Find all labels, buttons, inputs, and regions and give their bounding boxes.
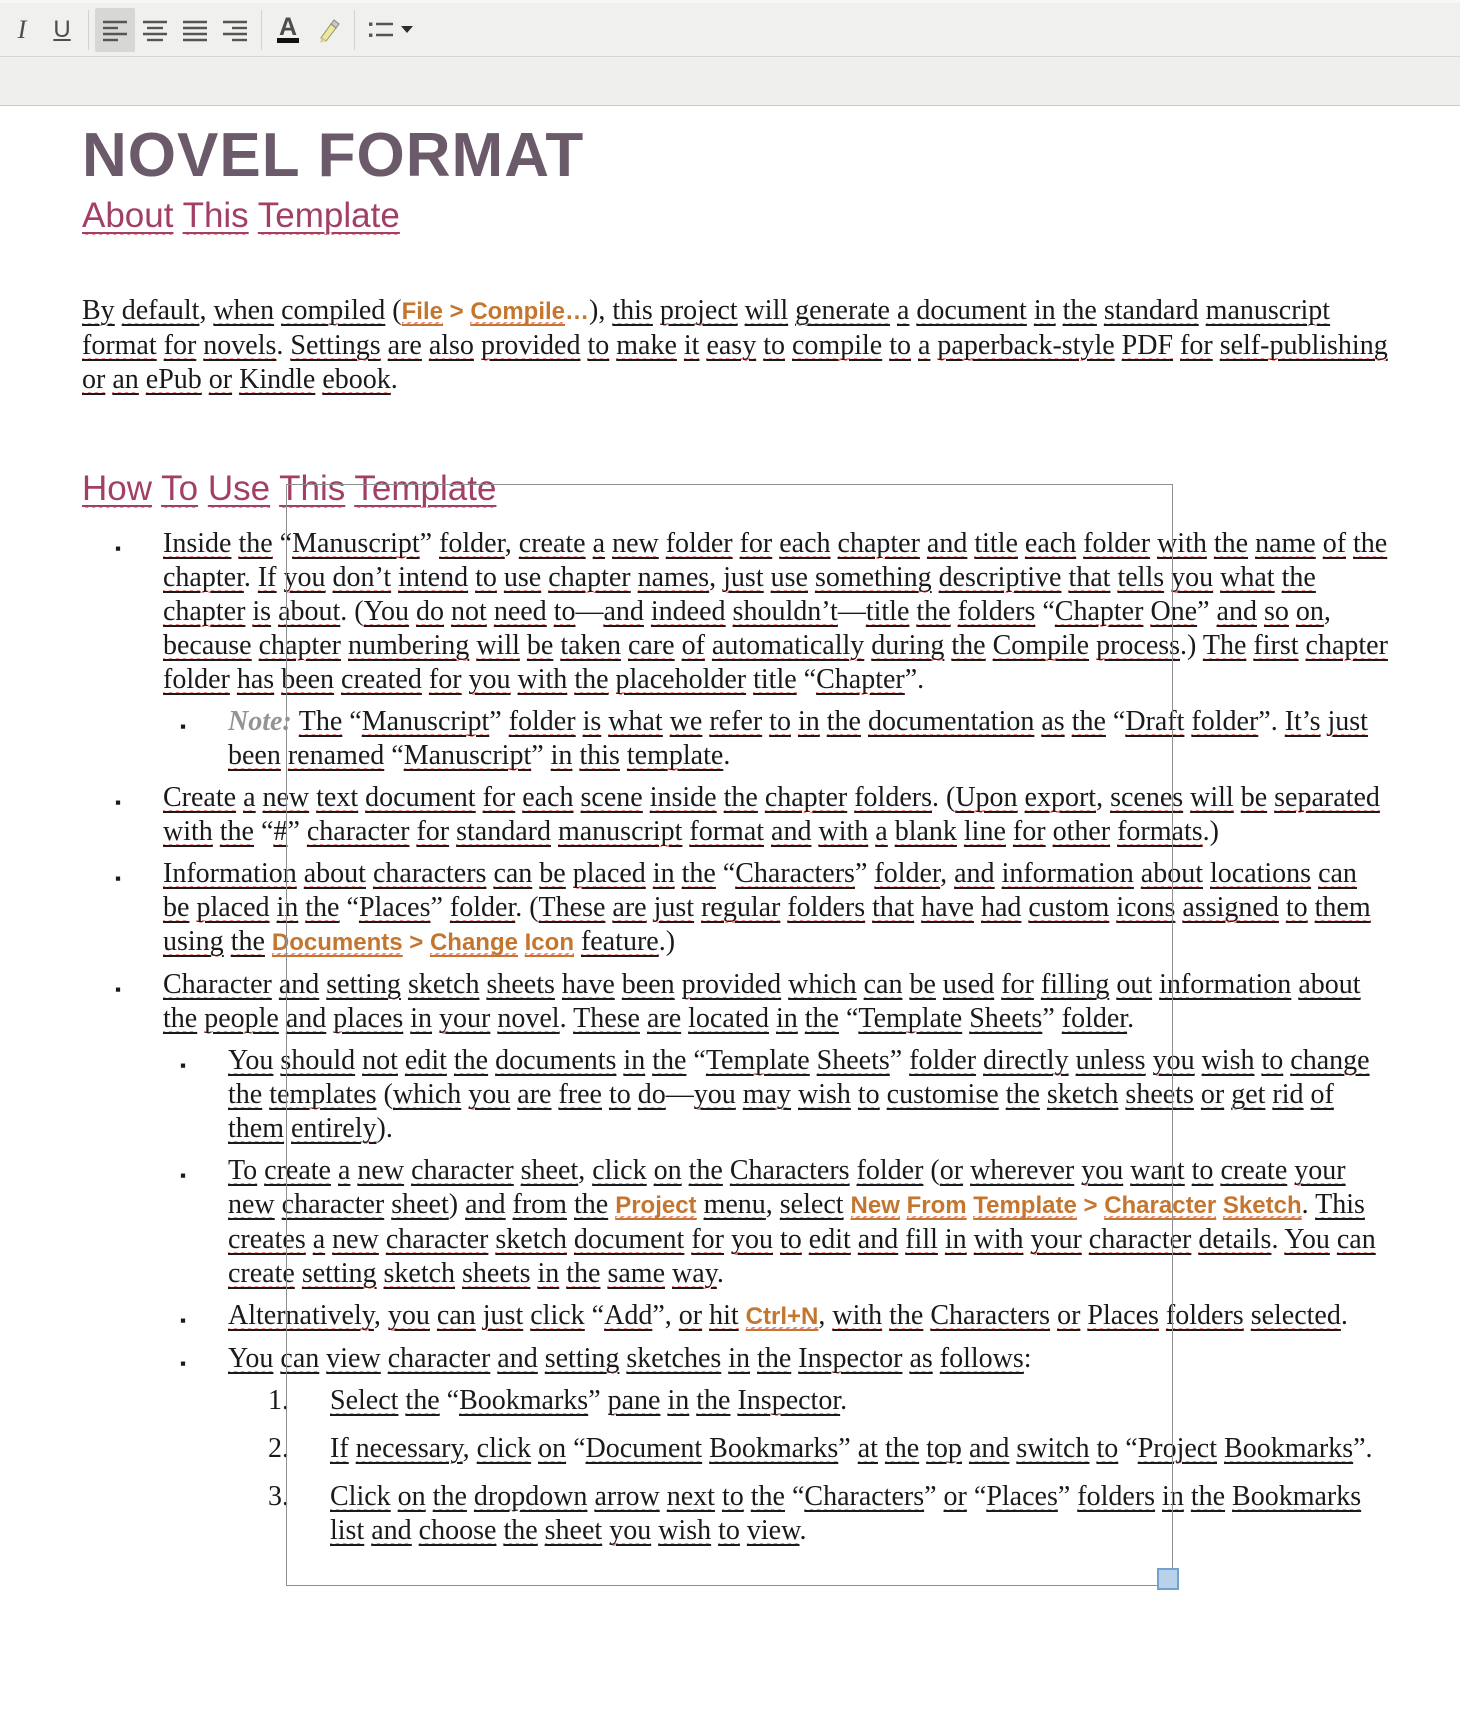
body-text: You can view character and setting sketches in the Inspector as follows: <box>228 1343 1032 1374</box>
body-text: Select the “Bookmarks” pane in the Inspector. <box>330 1385 848 1416</box>
align-right-button[interactable] <box>215 8 255 52</box>
toolbar-separator <box>261 10 262 50</box>
font-color-button[interactable] <box>268 8 308 52</box>
italic-button[interactable] <box>2 8 42 52</box>
list-number: 2. <box>268 1433 289 1464</box>
document-content <box>0 106 1460 1548</box>
underline-button[interactable] <box>42 8 82 52</box>
align-right-icon <box>222 18 248 42</box>
bullet-marker: ▪ <box>180 717 187 736</box>
body-text: feature.) <box>580 926 676 957</box>
body-text: . This creates a new character sketch document for you to edit and fill in with your character details. You can create setting sketch sheets in the same way. <box>228 1189 1376 1289</box>
section-heading: How To Use This Template <box>82 469 497 508</box>
bullet-list-icon <box>368 19 394 41</box>
bullet-item <box>82 705 1390 773</box>
justify-button[interactable] <box>175 8 215 52</box>
bullet-item <box>82 968 1390 1036</box>
body-text: The “Manuscript” folder is what we refer to in the documentation as the “Draft folder”. It’s just been renamed “Manuscript” in this template. <box>228 706 1368 771</box>
bullet-item <box>82 1154 1390 1291</box>
body-text: You should not edit the documents in the “Template Sheets” folder directly unless you wish to change the templates (which you are free to do—you may wish to customise the sketch sheets or get rid of them entirely). <box>228 1045 1370 1144</box>
body-text: Alternatively, you can just click “Add”, or hit <box>228 1300 739 1331</box>
justify-icon <box>182 18 208 42</box>
bullet-marker: ▪ <box>180 1056 187 1075</box>
body-text: Character and setting sketch sheets have been provided which can be used for filling out information about the people and places in your novel. These are located in the “Template Sheets” folder. <box>163 969 1361 1034</box>
body-text: By default, when compiled ( <box>82 295 402 326</box>
body-text: To create a new character sheet, click on the Characters folder (or wherever you want to create your new character sheet) and from the <box>228 1155 1346 1220</box>
align-left-button[interactable] <box>95 8 135 52</box>
menu-path-text: Documents > Change Icon <box>271 929 574 956</box>
body-text: ), this project will generate a document in the standard manuscript format for novels. Settings are also provided to make it easy to compile to a paperback-style PDF for self-publishing or an ePub or Kindle ebook. <box>82 295 1388 395</box>
menu-path-text: File > Compile… <box>401 298 590 325</box>
body-text: menu, select <box>703 1189 844 1220</box>
formatting-toolbar <box>0 0 1460 57</box>
highlighter-icon <box>315 17 341 43</box>
numbered-item <box>82 1480 1390 1548</box>
bullet-item <box>82 857 1390 960</box>
bullet-marker: ▪ <box>180 1354 187 1373</box>
body-text: Information about characters can be placed in the “Characters” folder, and information about locations can be placed in the “Places” folder. (These are just regular folders that have had custom icons assigned to them using the <box>163 858 1371 957</box>
body-text: Inside the “Manuscript” folder, create a new folder for each chapter and title each folder with the name of the chapter. If you don’t intend to use chapter names, just use something descriptive that tells you what the chapter is about. (You do not need to—and indeed shouldn’t—title the folders “Chapter One” and so on, because chapter numbering will be taken care of automatically during the Compile process.) The first chapter folder has been created for you with the placeholder title “Chapter”. <box>163 528 1388 695</box>
list-number: 1. <box>268 1385 289 1416</box>
body-text: Click on the dropdown arrow next to the “Characters” or “Places” folders in the Bookmarks list and choose the sheet you wish to view. <box>330 1481 1362 1546</box>
bullet-marker: ▪ <box>115 980 122 999</box>
list-number: 3. <box>268 1481 289 1512</box>
toolbar-separator <box>88 10 89 50</box>
bullet-item <box>82 527 1390 697</box>
resize-handle[interactable] <box>1157 1568 1179 1590</box>
menu-path-text: New From Template > Character Sketch <box>850 1192 1302 1219</box>
paragraph <box>82 294 1390 397</box>
chevron-down-icon <box>401 26 413 33</box>
bullet-list-button[interactable] <box>361 8 419 52</box>
document-body <box>82 294 1390 1548</box>
highlight-button[interactable] <box>308 8 348 52</box>
underline-icon: U <box>53 15 71 43</box>
menu-path-text: Ctrl+N <box>745 1303 819 1330</box>
bullet-marker: ▪ <box>115 793 122 812</box>
toolbar-lower-strip <box>0 57 1460 106</box>
toolbar-separator <box>354 10 355 50</box>
bullet-marker: ▪ <box>115 539 122 558</box>
align-left-icon <box>102 18 128 42</box>
body-text: , with the Characters or Places folders selected. <box>818 1300 1348 1331</box>
bullet-item <box>82 1044 1390 1146</box>
menu-path-text: Project <box>615 1192 697 1219</box>
document-subtitle: About This Template <box>82 196 400 235</box>
bullet-marker: ▪ <box>180 1311 187 1330</box>
body-text: Create a new text document for each scene inside the chapter folders. (Upon export, scenes will be separated with the “#” character for standard manuscript format and with a blank line for other formats.) <box>163 782 1380 847</box>
italic-icon: I <box>17 14 27 44</box>
bullet-item <box>82 1299 1390 1334</box>
numbered-item <box>82 1384 1390 1418</box>
align-center-button[interactable] <box>135 8 175 52</box>
bullet-marker: ▪ <box>115 869 122 888</box>
bullet-marker: ▪ <box>180 1166 187 1185</box>
bullet-item <box>82 1342 1390 1376</box>
note-label: Note: <box>228 706 299 737</box>
editor-page[interactable] <box>0 106 1460 1548</box>
align-center-icon <box>142 18 168 42</box>
document-title: NOVEL FORMAT <box>82 121 585 190</box>
body-text: If necessary, click on “Document Bookmarks” at the top and switch to “Project Bookmarks”. <box>330 1433 1373 1464</box>
bullet-item <box>82 781 1390 849</box>
font-color-icon: A <box>278 12 298 41</box>
numbered-item <box>82 1432 1390 1466</box>
